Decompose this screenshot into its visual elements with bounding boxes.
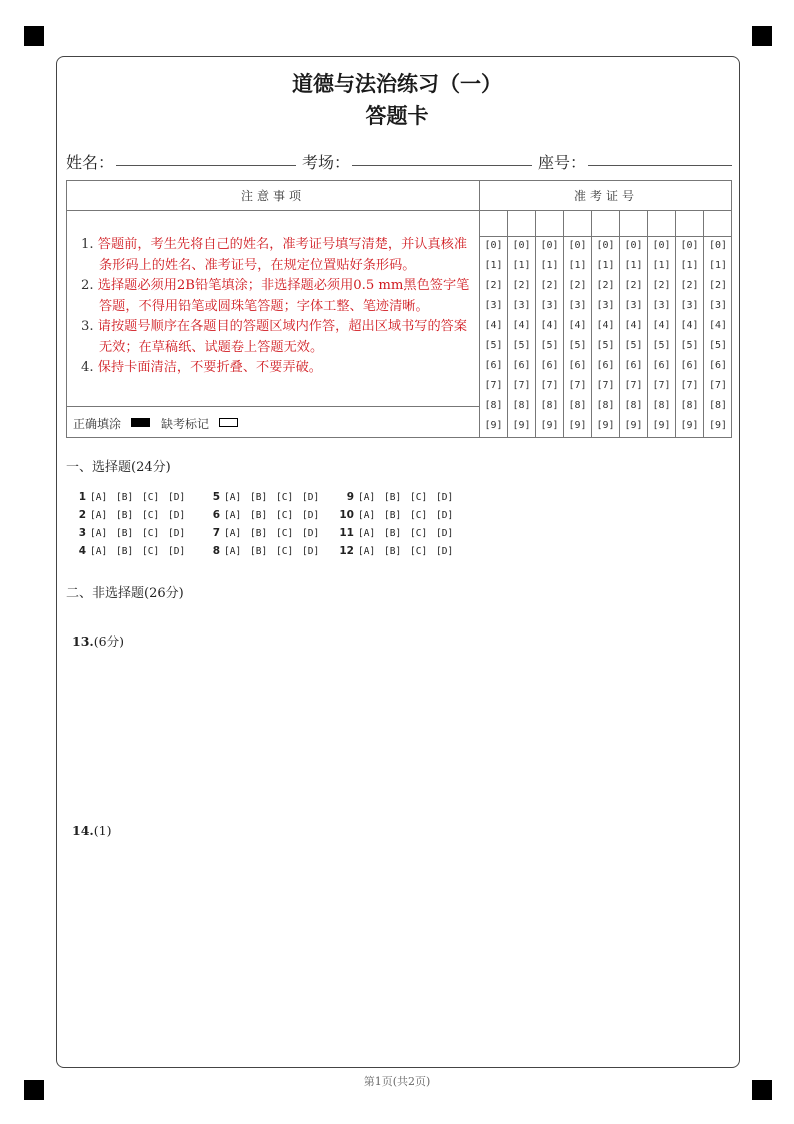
choice-question-row <box>70 509 194 521</box>
registration-mark-top-right <box>752 26 772 46</box>
answer-bubble[interactable]: [C] <box>142 492 160 503</box>
exam-id-bubble[interactable]: [0] <box>624 240 643 251</box>
choice-question-row <box>338 527 462 539</box>
answer-bubble[interactable]: [A] <box>90 492 108 503</box>
name-field[interactable] <box>116 165 296 166</box>
answer-bubble[interactable]: [B] <box>116 528 134 539</box>
exam-id-bubble[interactable]: [1] <box>568 260 587 271</box>
exam-id-bubble[interactable]: [4] <box>568 320 587 331</box>
question-number: 12 <box>339 545 354 557</box>
exam-id-bubble[interactable]: [2] <box>652 280 671 291</box>
exam-id-bubble[interactable]: [7] <box>540 380 559 391</box>
exam-id-digit-box[interactable] <box>648 211 675 237</box>
answer-bubble[interactable]: [A] <box>90 546 108 557</box>
notice-body <box>67 211 480 407</box>
answer-bubble[interactable]: [D] <box>436 492 454 503</box>
answer-bubble[interactable]: [A] <box>224 546 242 557</box>
exam-id-bubble[interactable]: [4] <box>680 320 699 331</box>
exam-id-bubble[interactable]: [2] <box>596 280 615 291</box>
answer-bubble[interactable]: [D] <box>302 546 320 557</box>
exam-id-bubble[interactable]: [9] <box>540 420 559 431</box>
exam-id-bubble[interactable]: [6] <box>484 360 503 371</box>
answer-bubble[interactable]: [D] <box>168 492 186 503</box>
answer-bubble[interactable]: [C] <box>276 528 294 539</box>
question-number: 6 <box>212 509 220 521</box>
exam-id-column <box>620 211 648 437</box>
exam-id-bubble[interactable]: [1] <box>624 260 643 271</box>
exam-id-bubble[interactable]: [7] <box>484 380 503 391</box>
exam-id-bubble[interactable]: [8] <box>540 400 559 411</box>
correct-fill-sample <box>131 418 150 427</box>
exam-id-bubble[interactable]: [3] <box>680 300 699 311</box>
exam-id-bubble[interactable]: [0] <box>596 240 615 251</box>
exam-id-bubble[interactable]: [8] <box>596 400 615 411</box>
exam-id-bubble[interactable]: [8] <box>624 400 643 411</box>
exam-id-header: 准考证号 <box>480 181 732 211</box>
exam-id-bubble[interactable]: [5] <box>624 340 643 351</box>
exam-id-bubble[interactable]: [8] <box>512 400 531 411</box>
seat-field[interactable] <box>588 165 732 166</box>
exam-id-bubble[interactable]: [1] <box>680 260 699 271</box>
page-title: 道德与法治练习（一） <box>292 72 502 96</box>
exam-id-column <box>592 211 620 437</box>
answer-bubble[interactable]: [A] <box>224 492 242 503</box>
notice-list <box>81 235 473 379</box>
answer-bubble[interactable]: [D] <box>168 510 186 521</box>
answer-bubble[interactable]: [C] <box>410 510 428 521</box>
answer-bubble[interactable]: [A] <box>90 510 108 521</box>
exam-id-bubble[interactable]: [4] <box>484 320 503 331</box>
question-number: 5 <box>212 491 220 503</box>
answer-bubble[interactable]: [A] <box>224 528 242 539</box>
exam-id-bubble[interactable]: [9] <box>652 420 671 431</box>
choice-question-row <box>338 509 462 521</box>
exam-id-bubble[interactable]: [2] <box>708 280 728 291</box>
exam-id-digit-box[interactable] <box>480 211 507 237</box>
exam-id-bubble[interactable]: [9] <box>708 420 728 431</box>
exam-id-bubble[interactable]: [9] <box>512 420 531 431</box>
choice-question-row <box>70 527 194 539</box>
exam-id-bubble[interactable]: [2] <box>680 280 699 291</box>
exam-id-bubble[interactable]: [7] <box>568 380 587 391</box>
seat-label: 座号： <box>538 153 587 172</box>
exam-id-bubble[interactable]: [7] <box>652 380 671 391</box>
room-field[interactable] <box>352 165 532 166</box>
question-number: 8 <box>212 545 220 557</box>
exam-id-bubble[interactable]: [8] <box>652 400 671 411</box>
exam-id-bubble[interactable]: [9] <box>624 420 643 431</box>
question-13-number: 13. <box>72 634 94 649</box>
answer-bubble[interactable]: [C] <box>142 510 160 521</box>
exam-id-digit-box[interactable] <box>508 211 535 237</box>
exam-id-bubble[interactable]: [1] <box>484 260 503 271</box>
exam-id-bubble[interactable]: [4] <box>708 320 728 331</box>
exam-id-bubble[interactable]: [2] <box>512 280 531 291</box>
exam-id-bubble[interactable]: [0] <box>512 240 531 251</box>
exam-id-column <box>648 211 676 437</box>
fill-legend-row <box>67 407 480 437</box>
exam-id-bubble[interactable]: [5] <box>596 340 615 351</box>
question-number: 3 <box>78 527 86 539</box>
exam-id-bubble[interactable]: [6] <box>568 360 587 371</box>
answer-bubble[interactable]: [B] <box>384 492 402 503</box>
notice-item: 1. 答题前，考生先将自己的姓名，准考证号填写清楚，并认真核准条形码上的姓名、准考证号，在规定位置贴好条形码。 <box>81 237 468 273</box>
exam-id-digit-box[interactable] <box>620 211 647 237</box>
notice-item: 3. 请按题号顺序在各题目的答题区域内作答，超出区域书写的答案无效；在草稿纸、试题卷上答题无效。 <box>81 319 468 355</box>
answer-bubble[interactable]: [B] <box>384 528 402 539</box>
exam-id-bubble[interactable]: [2] <box>568 280 587 291</box>
answer-bubble[interactable]: [A] <box>358 528 376 539</box>
exam-id-bubble[interactable]: [6] <box>512 360 531 371</box>
exam-id-bubble[interactable]: [4] <box>540 320 559 331</box>
exam-id-bubble[interactable]: [3] <box>652 300 671 311</box>
exam-id-bubble[interactable]: [5] <box>512 340 531 351</box>
answer-bubble[interactable]: [B] <box>116 510 134 521</box>
exam-id-bubble[interactable]: [3] <box>624 300 643 311</box>
exam-id-bubble[interactable]: [7] <box>596 380 615 391</box>
exam-id-bubble[interactable]: [5] <box>568 340 587 351</box>
answer-bubble[interactable]: [D] <box>302 528 320 539</box>
answer-bubble[interactable]: [C] <box>142 528 160 539</box>
answer-bubble[interactable]: [C] <box>142 546 160 557</box>
exam-id-bubble[interactable]: [4] <box>652 320 671 331</box>
exam-id-bubble[interactable]: [0] <box>708 240 728 251</box>
answer-bubble[interactable]: [B] <box>384 546 402 557</box>
choice-question-row <box>70 545 194 557</box>
exam-id-bubble[interactable]: [2] <box>484 280 503 291</box>
exam-id-bubble[interactable]: [3] <box>596 300 615 311</box>
exam-id-bubble[interactable]: [6] <box>624 360 643 371</box>
exam-id-bubble[interactable]: [8] <box>708 400 728 411</box>
answer-bubble[interactable]: [D] <box>302 492 320 503</box>
answer-bubble[interactable]: [A] <box>90 528 108 539</box>
exam-id-bubble[interactable]: [1] <box>652 260 671 271</box>
answer-bubble[interactable]: [B] <box>116 492 134 503</box>
question-number: 1 <box>78 491 86 503</box>
exam-id-bubble[interactable]: [2] <box>624 280 643 291</box>
exam-id-bubble[interactable]: [1] <box>512 260 531 271</box>
question-number: 9 <box>346 491 354 503</box>
exam-id-digit-box[interactable] <box>536 211 563 237</box>
exam-id-column <box>676 211 704 437</box>
exam-id-column <box>480 211 508 437</box>
exam-id-bubble[interactable]: [8] <box>568 400 587 411</box>
choice-question-row <box>338 491 462 503</box>
absent-label: 缺考标记 <box>161 417 210 431</box>
exam-id-column <box>536 211 564 437</box>
exam-id-bubble[interactable]: [7] <box>680 380 699 391</box>
exam-id-bubble[interactable]: [3] <box>568 300 587 311</box>
exam-id-column <box>564 211 592 437</box>
answer-bubble[interactable]: [B] <box>250 546 268 557</box>
exam-id-bubble[interactable]: [5] <box>652 340 671 351</box>
exam-id-bubble[interactable]: [7] <box>708 380 728 391</box>
answer-bubble[interactable]: [D] <box>168 546 186 557</box>
question-14-part: (1) <box>93 823 112 838</box>
exam-id-bubble[interactable]: [6] <box>680 360 699 371</box>
exam-id-bubble[interactable]: [8] <box>680 400 699 411</box>
answer-bubble[interactable]: [C] <box>410 492 428 503</box>
exam-id-bubble[interactable]: [3] <box>512 300 531 311</box>
exam-id-bubble[interactable]: [1] <box>708 260 728 271</box>
exam-id-bubble[interactable]: [6] <box>708 360 728 371</box>
exam-id-bubble[interactable]: [7] <box>512 380 531 391</box>
answer-bubble[interactable]: [C] <box>276 546 294 557</box>
exam-id-digit-box[interactable] <box>564 211 591 237</box>
absent-mark-box[interactable] <box>219 418 238 427</box>
page-footer: 第1页(共2页) <box>363 1075 431 1088</box>
choice-question-row <box>204 545 328 557</box>
question-13-score: (6分) <box>93 634 124 649</box>
exam-id-digit-box[interactable] <box>592 211 619 237</box>
answer-bubble[interactable]: [D] <box>436 510 454 521</box>
answer-bubble[interactable]: [A] <box>358 510 376 521</box>
registration-mark-top-left <box>24 26 44 46</box>
question-number: 11 <box>339 527 354 539</box>
exam-id-bubble[interactable]: [0] <box>540 240 559 251</box>
exam-id-bubble[interactable]: [0] <box>652 240 671 251</box>
answer-bubble[interactable]: [B] <box>250 510 268 521</box>
exam-id-bubble[interactable]: [5] <box>484 340 503 351</box>
choice-question-row <box>338 545 462 557</box>
answer-bubble[interactable]: [B] <box>250 528 268 539</box>
answer-bubble[interactable]: [B] <box>384 510 402 521</box>
exam-id-column <box>704 211 732 437</box>
exam-id-bubble[interactable]: [5] <box>680 340 699 351</box>
answer-bubble[interactable]: [A] <box>358 546 376 557</box>
exam-id-bubble[interactable]: [1] <box>596 260 615 271</box>
answer-bubble[interactable]: [D] <box>302 510 320 521</box>
exam-id-bubble[interactable]: [9] <box>568 420 587 431</box>
answer-bubble[interactable]: [C] <box>410 546 428 557</box>
question-14-number: 14. <box>72 823 94 838</box>
exam-id-digit-box[interactable] <box>704 211 732 237</box>
exam-id-bubble[interactable]: [3] <box>484 300 503 311</box>
answer-bubble[interactable]: [C] <box>276 492 294 503</box>
answer-bubble[interactable]: [B] <box>250 492 268 503</box>
exam-id-bubble[interactable]: [6] <box>540 360 559 371</box>
exam-id-bubble[interactable]: [4] <box>512 320 531 331</box>
question-number: 10 <box>339 509 354 521</box>
question-number: 4 <box>78 545 86 557</box>
answer-bubble[interactable]: [C] <box>276 510 294 521</box>
answer-bubble[interactable]: [A] <box>358 492 376 503</box>
exam-id-bubble[interactable]: [7] <box>624 380 643 391</box>
room-label: 考场： <box>302 153 351 172</box>
answer-bubble[interactable]: [D] <box>436 546 454 557</box>
answer-bubble[interactable]: [C] <box>410 528 428 539</box>
answer-bubble[interactable]: [D] <box>436 528 454 539</box>
page-subtitle: 答题卡 <box>365 104 429 128</box>
question-14 <box>72 823 111 838</box>
exam-id-bubble[interactable]: [3] <box>708 300 728 311</box>
exam-id-bubble[interactable]: [6] <box>652 360 671 371</box>
exam-id-bubble[interactable]: [2] <box>540 280 559 291</box>
exam-id-bubble[interactable]: [9] <box>484 420 503 431</box>
exam-id-bubble[interactable]: [5] <box>708 340 728 351</box>
correct-fill-label: 正确填涂 <box>73 417 122 431</box>
choice-question-row <box>70 491 194 503</box>
exam-id-bubble[interactable]: [8] <box>484 400 503 411</box>
exam-id-bubble[interactable]: [0] <box>484 240 503 251</box>
exam-id-bubble[interactable]: [4] <box>596 320 615 331</box>
notice-and-id-box <box>66 180 732 438</box>
exam-id-bubble[interactable]: [6] <box>596 360 615 371</box>
exam-id-bubble[interactable]: [3] <box>540 300 559 311</box>
answer-bubble[interactable]: [A] <box>224 510 242 521</box>
exam-id-bubble[interactable]: [9] <box>596 420 615 431</box>
section2-title: 二、非选择题(26分) <box>66 586 184 601</box>
answer-bubble[interactable]: [B] <box>116 546 134 557</box>
question-13 <box>72 632 124 650</box>
exam-id-bubble[interactable]: [0] <box>568 240 587 251</box>
exam-id-bubble[interactable]: [5] <box>540 340 559 351</box>
exam-id-bubble[interactable]: [9] <box>680 420 699 431</box>
choice-question-row <box>204 509 328 521</box>
exam-id-bubble[interactable]: [4] <box>624 320 643 331</box>
section1-title: 一、选择题(24分) <box>66 460 171 475</box>
choice-question-row <box>204 527 328 539</box>
exam-id-digit-box[interactable] <box>676 211 703 237</box>
question-number: 7 <box>212 527 220 539</box>
choice-question-row <box>204 491 328 503</box>
exam-id-column <box>508 211 536 437</box>
exam-id-bubble[interactable]: [1] <box>540 260 559 271</box>
name-label: 姓名： <box>66 153 115 172</box>
answer-bubble[interactable]: [D] <box>168 528 186 539</box>
notice-header: 注意事项 <box>67 181 480 211</box>
question-number: 2 <box>78 509 86 521</box>
notice-item: 2. 选择题必须用2B铅笔填涂；非选择题必须用0.5 mm黑色签字笔答题，不得用铅笔或圆珠笔答题；字体工整、笔迹清晰。 <box>81 278 470 314</box>
notice-item: 4. 保持卡面清洁，不要折叠、不要弄破。 <box>81 360 322 375</box>
exam-id-bubble[interactable]: [0] <box>680 240 699 251</box>
candidate-info-row <box>66 148 736 172</box>
